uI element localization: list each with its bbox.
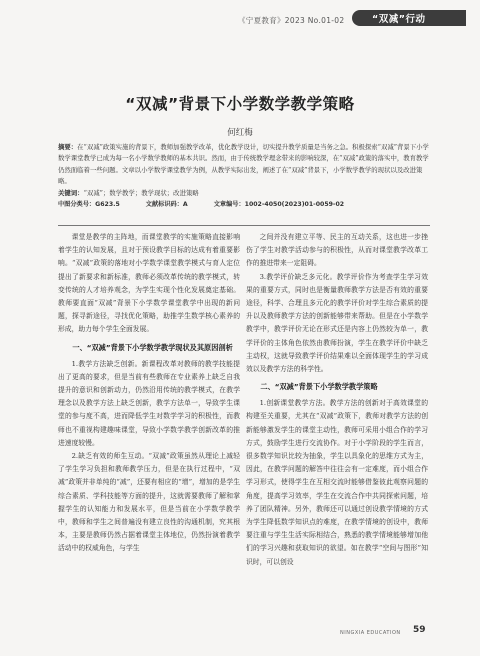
doc-code-label: 文献标识码：	[145, 201, 183, 209]
body-paragraph: 3.教学评价缺乏多元化。教学评价作为考查学生学习效果的重要方式，同时也是衡量教师教学方法是否有效的重要途径，科学、合理且多元化的教学评价对学生综合素质的提升以及教师教学方法的创新能够带来帮助。但是在小学数学教学中，教学评价无论在形式还是内容上仍然较为单一，教学评价的主体角色依然由教师扮演，学生在教学评价中缺乏主动权，这就导致教学评价结果难以全面体现学生的学习成效以及教学方法的科学性。	[246, 272, 428, 374]
abstract-label: 摘要：	[58, 143, 78, 151]
article-no-label: 文章编号：	[213, 201, 245, 209]
body-paragraph: 2.缺乏有效的师生互动。“双减”政策虽然从理论上减轻了学生学习负担和教师教学压力，但是在执行过程中，“双减”政策并非单纯的“减”，还要有相应的“增”，增加的是学生综合素质、学科技能等方面的提升，这就需要教师了解和掌握学生的认知能力和发展水平，但是当前在小学数学教学中，教师和学生之间普遍没有建立良性的沟通机制，究其根本，主要是教师仍然占据着课堂主体地位，仍然扮演着教学活动中的权威角色，与学生	[58, 452, 240, 553]
keywords-line	[58, 188, 430, 199]
body-paragraph: 1.教学方法缺乏创新。新课程改革对教师的教学技能提出了更高的要求，但是当前有些教师在专业素养上缺乏自我提升的意识和创新动力，仍然沿用传统的教学模式，在教学理念以及教学方法上缺乏创新，教学方法单一，导致学生课堂的参与度不高，进而降低学生对数学学习的积极性，而教师也不重视构建趣味课堂，导致小学数学教学创新改革的推进速度较慢。	[58, 359, 240, 447]
clc-label: 中图分类号：	[58, 201, 96, 209]
section-heading: 一、“双减”背景下小学数学教学现状及其原因剖析	[72, 342, 233, 352]
footer-brand: NINGXIA EDUCATION	[340, 630, 401, 636]
journal-header: 《宁夏教育》2023 No.01-02	[238, 16, 345, 25]
body-paragraph: 之间并没有建立平等、民主的互动关系，这也进一步挫伤了学生对教学活动参与的积极性，从而对课堂教学改革工作的推进带来一定阻碍。	[246, 233, 428, 268]
doc-code-item	[146, 199, 188, 210]
abstract-block	[58, 142, 430, 210]
abstract-divider	[58, 225, 430, 226]
section-heading: 二、“双减”背景下小学数学教学策略	[260, 382, 378, 392]
keywords-text: “双减”；数学教学；教学现状；改进策略	[83, 188, 199, 197]
article-title: “双减”背景下小学数学教学策略	[125, 95, 355, 113]
doc-code-value: A	[182, 201, 188, 209]
article-no-item	[214, 199, 344, 210]
body-column-left	[58, 231, 240, 556]
section-tab-label: “双减”行动	[372, 14, 426, 25]
body-paragraph: 1.创新课堂教学方法。教学方法的创新对于高效课堂的构建至关重要，尤其在“双减”政策下，教师对教学方法的创新能够激发学生的课堂主动性，教师可采用小组合作的学习方式，鼓励学生进行交流协作。对于小学阶段的学生而言，很多数学知识比较为抽象，学生以具象化的思维方式为主，因此，在教学问题的解答中往往会有一定难度，而小组合作学习形式，使得学生在互相交流时能够借鉴彼此观察问题的角度，提高学习效率，学生在交流合作中共同探索问题，培养了团队精神。另外，教师还可以通过创设教学情境的方式为学生降低数学知识点的难度，在教学情境的创设中，教师要注重与学生生活实际相结合，熟悉的教学情境能够增加他们的学习兴趣和获取知识的欲望。如在教学“空间与图形”知识时，可以创设	[246, 399, 428, 566]
classification-line	[58, 199, 430, 210]
abstract-paragraph	[58, 142, 430, 188]
article-author: 何红梅	[227, 128, 253, 138]
body-column-right	[246, 231, 428, 569]
clc-value: G623.5	[95, 201, 120, 209]
clc-item	[58, 199, 120, 210]
body-paragraph: 课堂是教学的主阵地，而课堂教学的实施策略直接影响着学生的认知发展，且对于预设教学目标的达成有着重要影响。“双减”政策的落地对小学数学课堂教学模式与育人定位提出了新要求和新标准，教师必须改革传统的教学模式，转变传统的人才培养观念，为学生实现个性化发展奠定基础。教师要直面“双减”背景下小学数学课堂教学中出现的新问题，探寻新途径，寻找优化策略，助推学生数学核心素养的形成，助力每个学生全面发展。	[58, 233, 240, 334]
article-no-value: 1002-4050(2023)01-0059-02	[244, 201, 345, 209]
page-number: 59	[413, 625, 426, 635]
keywords-label: 关键词：	[58, 188, 84, 197]
abstract-text: 在“双减”政策实施的背景下，教师加强教学改革，优化教学设计，切实提升教学质量是当务之急。积极探索“双减”背景下小学数学课堂教学已成为每一名小学数学教师的基本共识。然而，由于传统教学理念带来的影响较深，在“双减”政策的落实中，教育教学仍然面临着一些问题。文章以小学数学课堂教学为例，从教学实际出发，阐述了在“双减”背景下，小学数学教学的现状以及改进策略。	[58, 143, 429, 186]
